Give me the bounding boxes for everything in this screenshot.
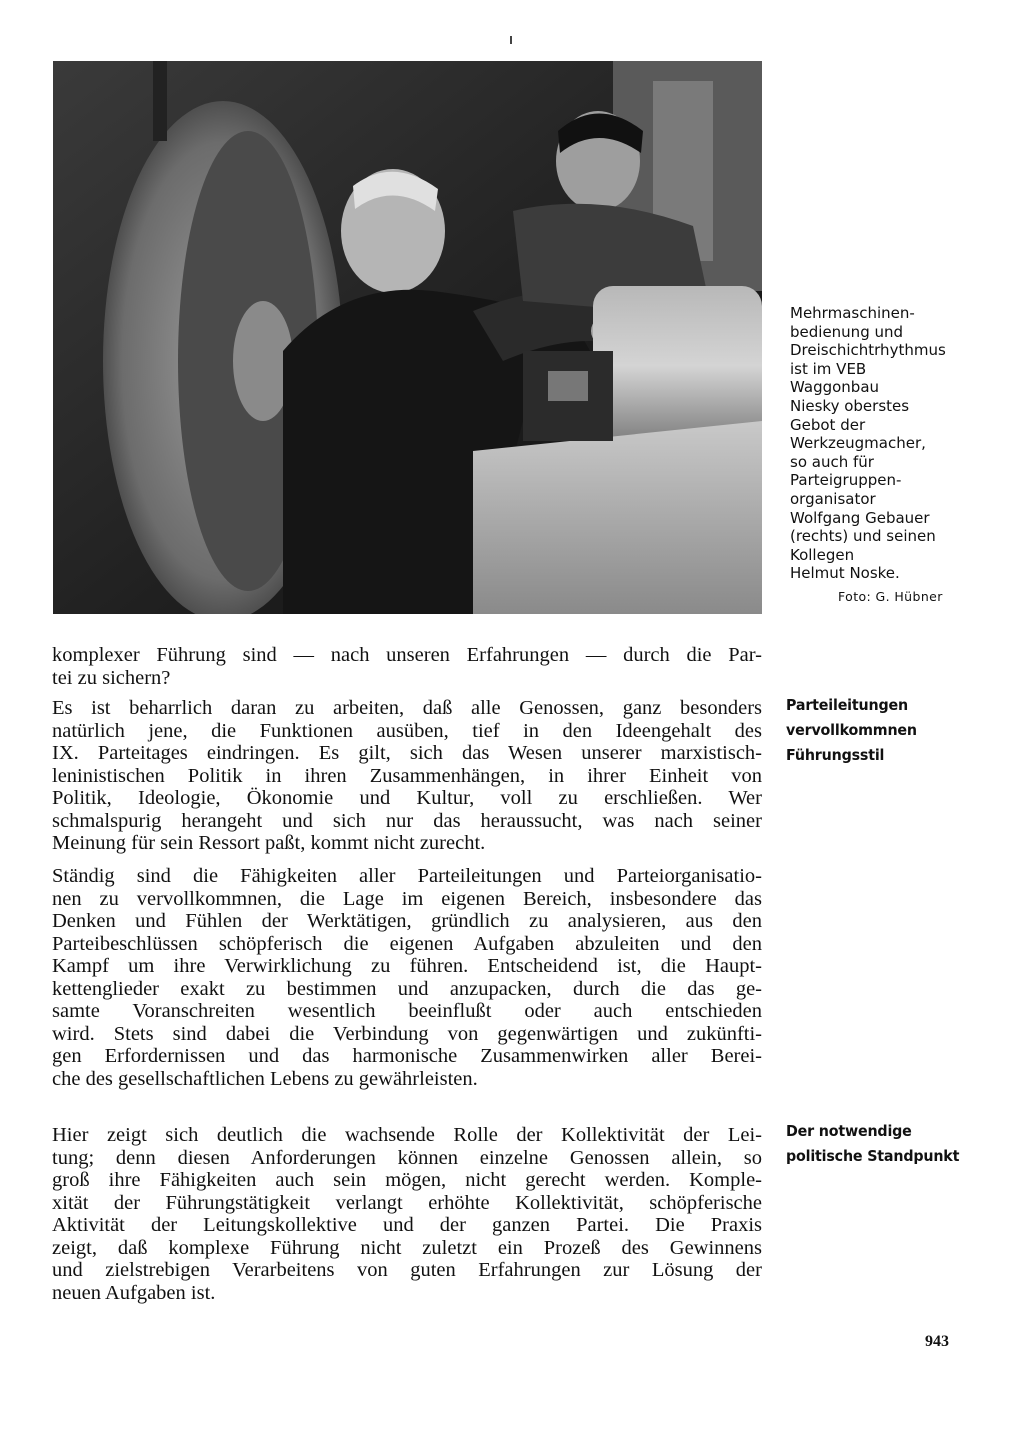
paragraph-3 xyxy=(52,865,762,1090)
margin-heading-line: politische Standpunkt xyxy=(786,1147,960,1165)
text-line: Denken und Fühlen der Werktätigen, gründlich zu analysieren, aus den xyxy=(52,910,762,932)
caption-line: Helmut Noske. xyxy=(790,564,900,583)
caption-line: Gebot der xyxy=(790,415,866,434)
text-line: Politik, Ideologie, Ökonomie und Kultur, voll zu erschließen. Wer xyxy=(52,787,762,809)
photo-credit: Foto: G. Hübner xyxy=(838,588,943,604)
margin-heading-2 xyxy=(786,1119,970,1169)
photo-illustration xyxy=(53,61,762,614)
margin-heading-line: Parteileitungen xyxy=(786,696,908,714)
text-line: wird. Stets sind dabei die Verbindung von gegenwärtigen und zukünfti- xyxy=(52,1022,762,1045)
caption-line: bedienung und xyxy=(790,322,904,341)
paragraph-2 xyxy=(52,697,762,855)
text-line: Meinung für sein Ressort paßt, kommt nicht zurecht. xyxy=(52,832,486,854)
caption-line: Kollegen xyxy=(790,545,855,564)
text-line: neuen Aufgaben ist. xyxy=(52,1281,216,1304)
text-line: xität der Führungstätigkeit verlangt erhöhte Kollektivität, schöpferische xyxy=(52,1191,762,1214)
caption-line: ist im VEB xyxy=(790,359,867,378)
caption-line: (rechts) und seinen xyxy=(790,527,936,546)
text-line: Es ist beharrlich daran zu arbeiten, daß alle Genossen, ganz besonders xyxy=(52,697,762,719)
text-line: Kampf um ihre Verwirklichung zu führen. Entscheidend ist, die Haupt- xyxy=(52,955,762,977)
caption-line: Niesky oberstes xyxy=(790,396,910,415)
text-line: leninistischen Politik in ihren Zusammenhängen, in ihrer Einheit von xyxy=(52,764,762,787)
scan-mark xyxy=(510,36,512,44)
text-line: komplexer Führung sind — nach unseren Erfahrungen — durch die Par- xyxy=(52,644,762,666)
text-line: Ständig sind die Fähigkeiten aller Parteileitungen und Parteiorganisatio- xyxy=(52,865,762,887)
photograph xyxy=(53,61,762,614)
caption-line: Mehrmaschinen- xyxy=(790,304,915,322)
text-line: gen Erfordernissen und das harmonische Zusammenwirken aller Berei- xyxy=(52,1045,762,1067)
margin-heading-line: Führungsstil xyxy=(786,746,885,764)
text-line: natürlich jene, die Funktionen ausüben, tief in den Ideengehalt des xyxy=(52,719,762,742)
paragraph-4 xyxy=(52,1124,762,1304)
photo-caption xyxy=(790,304,990,607)
text-line: nen zu vervollkommnen, die Lage im eigenen Bereich, insbesondere das xyxy=(52,887,762,910)
text-line: IX. Parteitages eindringen. Es gilt, sich das Wesen unserer marxistisch- xyxy=(52,742,762,764)
margin-heading-1 xyxy=(786,693,970,768)
text-line: schmalspurig herangeht und sich nur das heraussucht, was nach seiner xyxy=(52,809,762,832)
caption-line: Wolfgang Gebauer xyxy=(790,508,930,527)
caption-line: Waggonbau xyxy=(790,378,880,397)
text-line: zeigt, daß komplexe Führung nicht zuletzt ein Prozeß des Gewinnens xyxy=(52,1236,762,1259)
text-line: tung; denn diesen Anforderungen können einzelne Genossen allein, so xyxy=(52,1146,762,1169)
margin-heading-line: vervollkommnen xyxy=(786,721,917,739)
text-line: kettenglieder exakt zu bestimmen und anzupacken, durch die das ge- xyxy=(52,977,762,1000)
text-line: groß ihre Fähigkeiten auch sein mögen, nicht gerecht werden. Komple- xyxy=(52,1169,762,1191)
text-line: Aktivität der Leitungskollektive und der ganzen Partei. Die Praxis xyxy=(52,1214,762,1236)
caption-line: Dreischichtrhythmus xyxy=(790,341,946,360)
text-line: Hier zeigt sich deutlich die wachsende Rolle der Kollektivität der Lei- xyxy=(52,1124,762,1146)
caption-line: so auch für xyxy=(790,452,874,471)
text-line: che des gesellschaftlichen Lebens zu gewährleisten. xyxy=(52,1067,478,1090)
margin-heading-line: Der notwendige xyxy=(786,1122,912,1140)
page-number: 943 xyxy=(925,1333,949,1350)
caption-line: organisator xyxy=(790,489,876,508)
text-line: samte Voranschreiten wesentlich beeinflußt oder auch entschieden xyxy=(52,1000,762,1022)
text-line: und zielstrebigen Verarbeitens von guten Erfahrungen zur Lösung der xyxy=(52,1259,762,1281)
caption-line: Parteigruppen- xyxy=(790,471,902,490)
paragraph-1 xyxy=(52,644,762,689)
text-line: tei zu sichern? xyxy=(52,666,171,689)
text-line: Parteibeschlüssen schöpferisch die eigenen Aufgaben abzuleiten und den xyxy=(52,932,762,955)
caption-line: Werkzeugmacher, xyxy=(790,434,926,453)
